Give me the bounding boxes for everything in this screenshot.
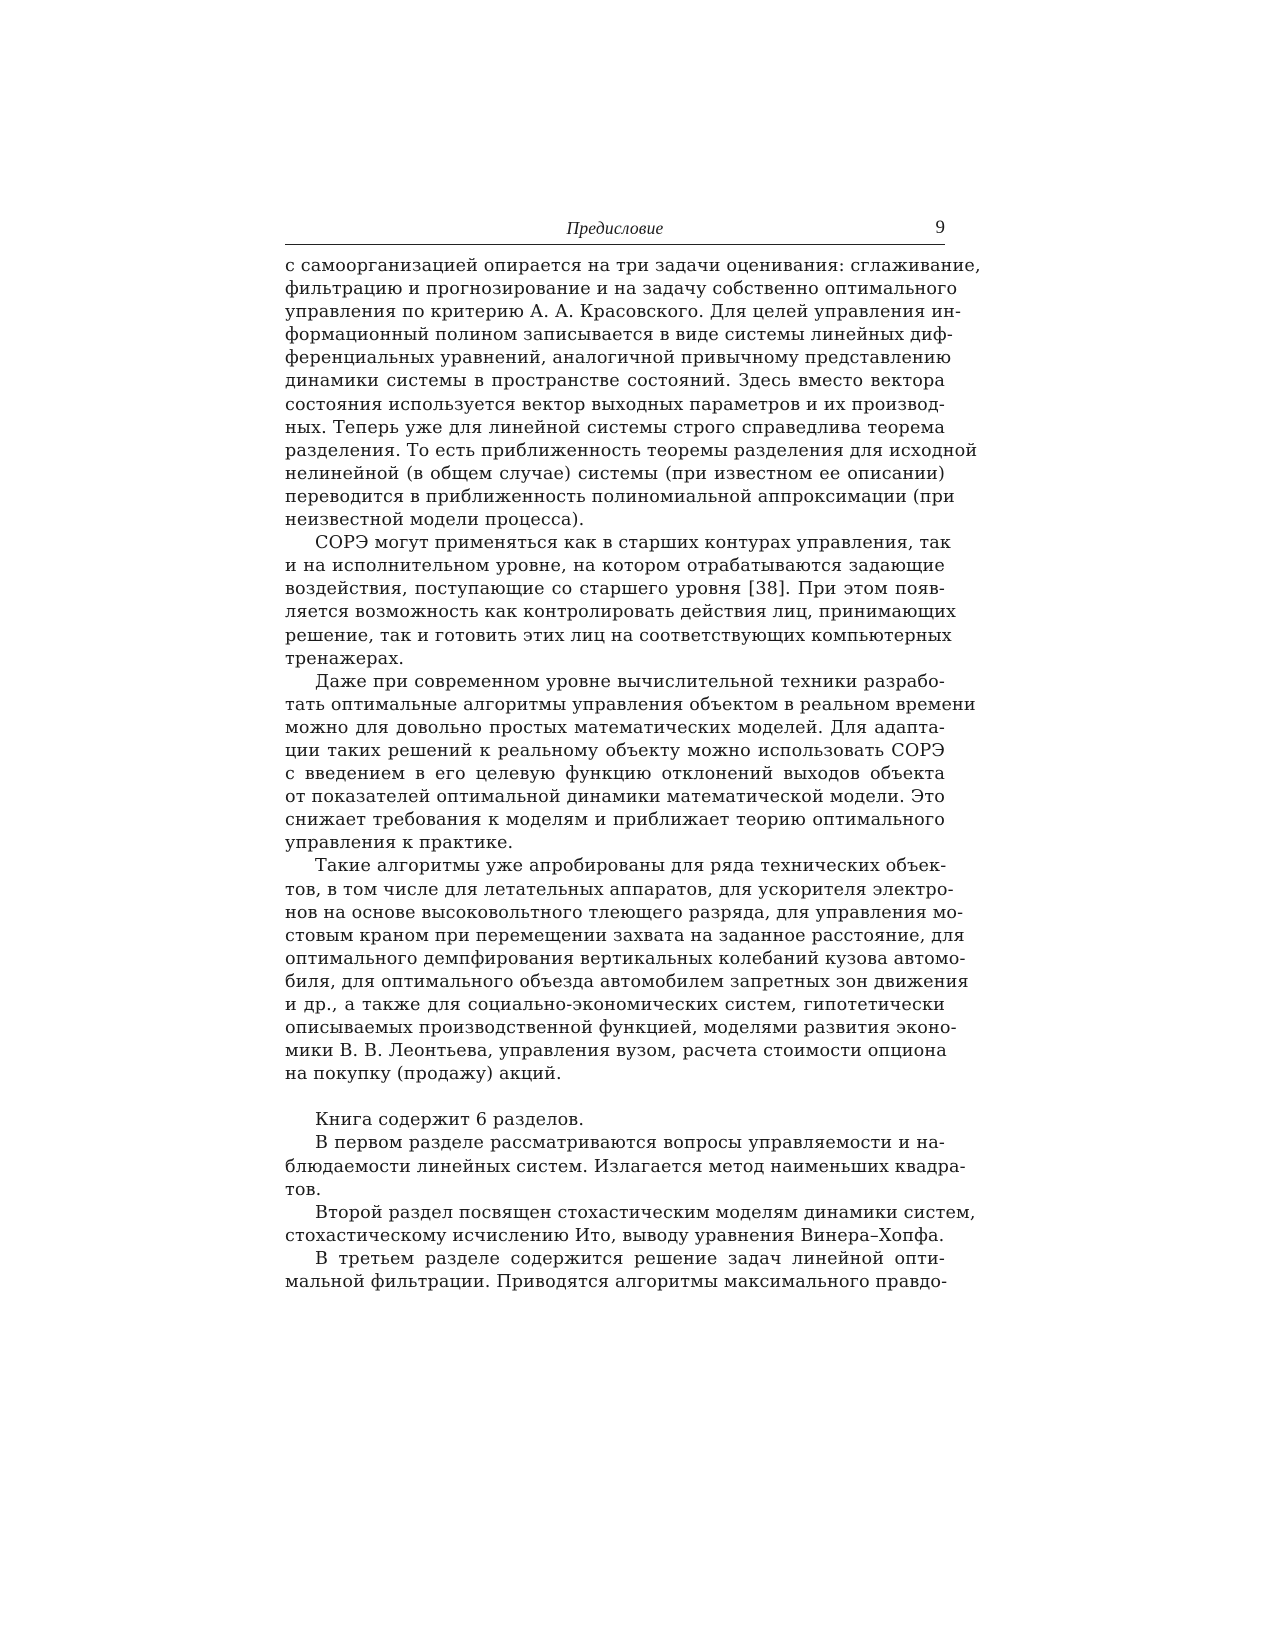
text-line: можно для довольно простых математических моделей. Для адапта- — [285, 717, 945, 738]
running-title: Предисловие — [566, 218, 664, 238]
text-line: снижает требования к моделям и приближает теорию оптимального — [285, 810, 945, 831]
text-line: В третьем разделе содержится решение задач линейной опти- — [315, 1248, 945, 1269]
text-line: стохастическому исчислению Ито, выводу уравнения Винера–Хопфа. — [285, 1225, 945, 1246]
text-line: В первом разделе рассматриваются вопросы управляемости и на- — [315, 1133, 945, 1154]
text-line: ференциальных уравнений, аналогичной привычному представлению — [285, 348, 952, 369]
text-line: с введением в его целевую функцию отклонений выходов объекта — [285, 764, 945, 785]
text-line: переводится в приближенность полиномиальной аппроксимации (при — [285, 486, 955, 507]
text-line: Книга содержит 6 разделов. — [315, 1110, 585, 1131]
text-line: от показателей оптимальной динамики математической модели. Это — [285, 787, 945, 808]
text-line: на покупку (продажу) акций. — [285, 1064, 562, 1085]
text-line: разделения. То есть приближенность теоремы разделения для исходной — [285, 440, 978, 461]
text-line: и на исполнительном уровне, на котором отрабатываются задающие — [285, 556, 945, 577]
text-line: мальной фильтрации. Приводятся алгоритмы максимального правдо- — [285, 1272, 948, 1293]
text-line: фильтрацию и прогнозирование и на задачу собственно оптимального — [285, 279, 958, 300]
text-line: биля, для оптимального объезда автомобилем запретных зон движения — [285, 971, 969, 992]
paragraph — [285, 1248, 948, 1294]
text-line: состояния используется вектор выходных параметров и их производ- — [285, 394, 945, 415]
text-line: тов. — [285, 1179, 322, 1200]
text-line: решение, так и готовить этих лиц на соответствующих компьютерных — [285, 625, 952, 646]
text-line: и др., а также для социально-экономических систем, гипотетически — [285, 995, 945, 1015]
text-line: ляется возможность как контролировать действия лиц, принимающих — [285, 602, 957, 623]
text-line: динамики системы в пространстве состояний. Здесь вместо вектора — [285, 371, 945, 392]
text-line: оптимального демпфирования вертикальных колебаний кузова автомо- — [285, 948, 966, 969]
text-line: описываемых производственной функцией, моделями развития эконо- — [285, 1018, 957, 1039]
paragraph — [285, 1202, 976, 1248]
text-line: стовым краном при перемещении захвата на заданное расстояние, для — [285, 925, 965, 946]
text-line: с самоорганизацией опирается на три задачи оценивания: сглаживание, — [285, 256, 981, 276]
text-line: тренажерах. — [285, 648, 405, 669]
text-line: воздействия, поступающие со старшего уровня [38]. При этом появ- — [285, 579, 945, 600]
paragraph — [285, 1109, 945, 1132]
text-line: блюдаемости линейных систем. Излагается метод наименьших квадра- — [285, 1156, 966, 1177]
text-line: СОРЭ могут применяться как в старших контурах управления, так — [315, 533, 952, 554]
paragraph — [285, 255, 981, 532]
text-line: Даже при современном уровне вычислительной техники разрабо- — [315, 671, 945, 692]
text-line: нов на основе высоковольтного тлеющего разряда, для управления мо- — [285, 902, 964, 923]
running-header — [285, 216, 945, 245]
text-line: ных. Теперь уже для линейной системы строго справедлива теорема — [285, 417, 945, 438]
section-gap — [285, 1086, 945, 1109]
text-line: Второй раздел посвящен стохастическим моделям динамики систем, — [315, 1202, 976, 1223]
page-number: 9 — [935, 217, 945, 238]
text-line: управления к практике. — [285, 833, 514, 854]
paragraph — [285, 855, 969, 1086]
body-text — [285, 255, 981, 1294]
paragraph — [285, 671, 976, 856]
text-line: неизвестной модели процесса). — [285, 510, 585, 531]
text-line: формационный полином записывается в виде системы линейных диф- — [285, 325, 953, 346]
paragraph — [285, 1132, 966, 1201]
paragraph — [285, 532, 957, 671]
text-line: тов, в том числе для летательных аппаратов, для ускорителя электро- — [285, 879, 954, 900]
text-line: ции таких решений к реальному объекту можно использовать СОРЭ — [285, 740, 945, 761]
text-line: управления по критерию А. А. Красовского. Для целей управления ин- — [285, 302, 962, 323]
text-line: мики В. В. Леонтьева, управления вузом, расчета стоимости опциона — [285, 1041, 947, 1062]
text-line: тать оптимальные алгоритмы управления объектом в реальном времени — [285, 694, 976, 715]
text-line: нелинейной (в общем случае) системы (при известном ее описании) — [285, 463, 945, 484]
book-page — [285, 216, 981, 1294]
text-line: Такие алгоритмы уже апробированы для ряда технических объек- — [315, 856, 947, 877]
